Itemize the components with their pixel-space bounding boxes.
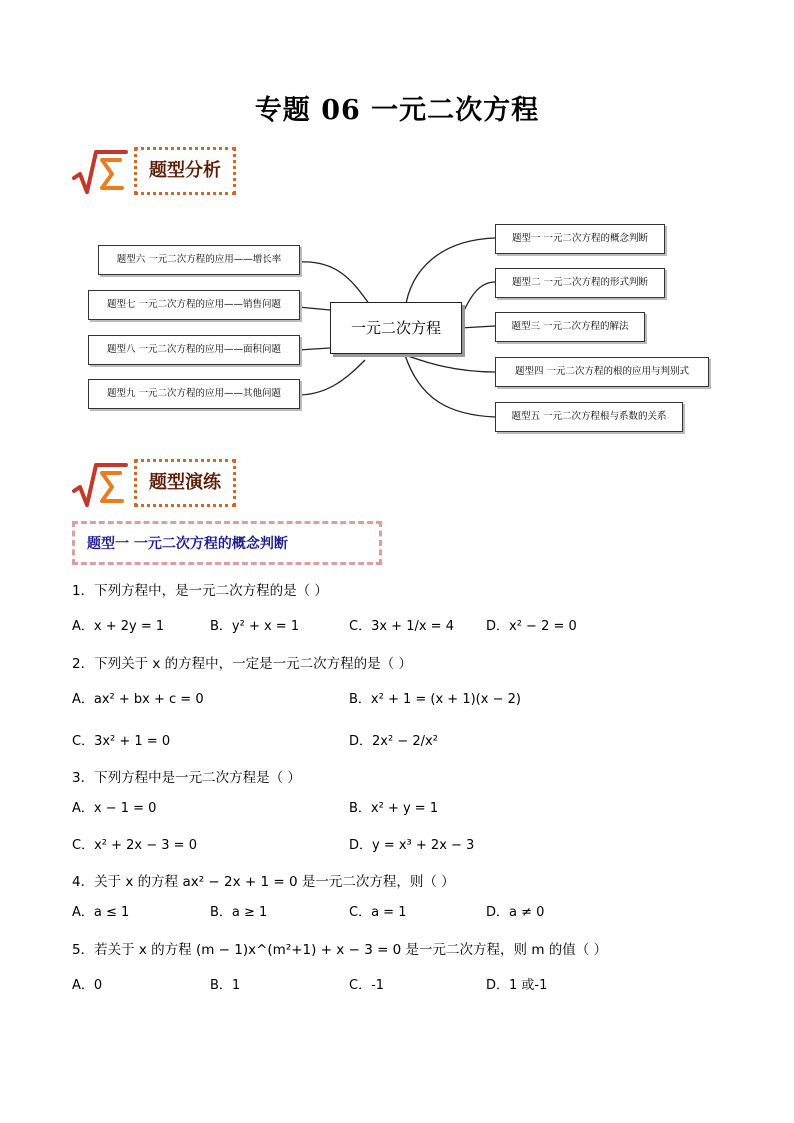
q5-option-c: C．-1 <box>349 978 385 993</box>
mindmap-node-type9: 题型九 一元二次方程的应用——其他问题 <box>88 379 300 409</box>
section-practice: 题型演练 <box>134 459 236 507</box>
mindmap-node-type8: 题型八 一元二次方程的应用——面积问题 <box>88 335 300 365</box>
mindmap-node-type1: 题型一 一元二次方程的概念判断 <box>495 224 665 254</box>
section-analysis: 题型分析 <box>134 147 236 195</box>
q4-option-d: D．a ≠ 0 <box>486 905 545 920</box>
type-heading-box <box>72 521 382 565</box>
q1-option-d: D．x² − 2 = 0 <box>486 619 577 634</box>
mindmap-node-type6: 题型六 一元二次方程的应用——增长率 <box>98 245 300 275</box>
question-2-stem: 2．下列关于 x 的方程中，一定是一元二次方程的是（ ） <box>72 656 412 672</box>
q5-option-a: A．0 <box>72 978 103 993</box>
sqrt-sigma-icon <box>70 461 128 509</box>
mindmap-node-type7: 题型七 一元二次方程的应用——销售问题 <box>88 290 300 320</box>
page-title: 专题 06 一元二次方程 <box>254 95 540 126</box>
q2-option-c: C．3x² + 1 = 0 <box>72 734 171 749</box>
sqrt-sigma-icon <box>70 148 128 196</box>
q2-option-d: D．2x² − 2/x² <box>349 734 438 749</box>
q1-option-b: B．y² + x = 1 <box>210 619 300 634</box>
q5-option-b: B．1 <box>210 978 241 993</box>
mindmap-node-type5: 题型五 一元二次方程根与系数的关系 <box>495 402 683 432</box>
mindmap-node-type3: 题型三 一元二次方程的解法 <box>495 312 645 342</box>
q3-option-b: B．x² + y = 1 <box>349 801 439 816</box>
mindmap-center: 一元二次方程 <box>330 302 462 354</box>
q3-option-c: C．x² + 2x − 3 = 0 <box>72 838 197 853</box>
type-heading: 题型一 一元二次方程的概念判断 <box>87 536 288 552</box>
question-4-stem: 4．关于 x 的方程 ax² − 2x + 1 = 0 是一元二次方程，则（ ） <box>72 874 455 890</box>
q1-option-c: C．3x + 1/x = 4 <box>349 619 454 634</box>
q2-option-b: B．x² + 1 = (x + 1)(x − 2) <box>349 692 521 707</box>
q4-option-c: C．a = 1 <box>349 905 407 920</box>
q5-option-d: D．1 或-1 <box>486 978 548 993</box>
q3-option-d: D．y = x³ + 2x − 3 <box>349 838 475 853</box>
q4-option-b: B．a ≥ 1 <box>210 905 268 920</box>
question-3-stem: 3．下列方程中是一元二次方程是（ ） <box>72 770 301 786</box>
question-5-stem: 5．若关于 x 的方程 (m − 1)x^(m²+1) + x − 3 = 0 是一元二次方程，则 m 的值（ ） <box>72 942 608 958</box>
q2-option-a: A．ax² + bx + c = 0 <box>72 692 204 707</box>
question-1-stem: 1．下列方程中，是一元二次方程的是（ ） <box>72 583 328 599</box>
mindmap-node-type4: 题型四 一元二次方程的根的应用与判别式 <box>495 357 709 387</box>
q4-option-a: A．a ≤ 1 <box>72 905 130 920</box>
q3-option-a: A．x − 1 = 0 <box>72 801 157 816</box>
q1-option-a: A．x + 2y = 1 <box>72 619 165 634</box>
mindmap-node-type2: 题型二 一元二次方程的形式判断 <box>495 268 665 298</box>
